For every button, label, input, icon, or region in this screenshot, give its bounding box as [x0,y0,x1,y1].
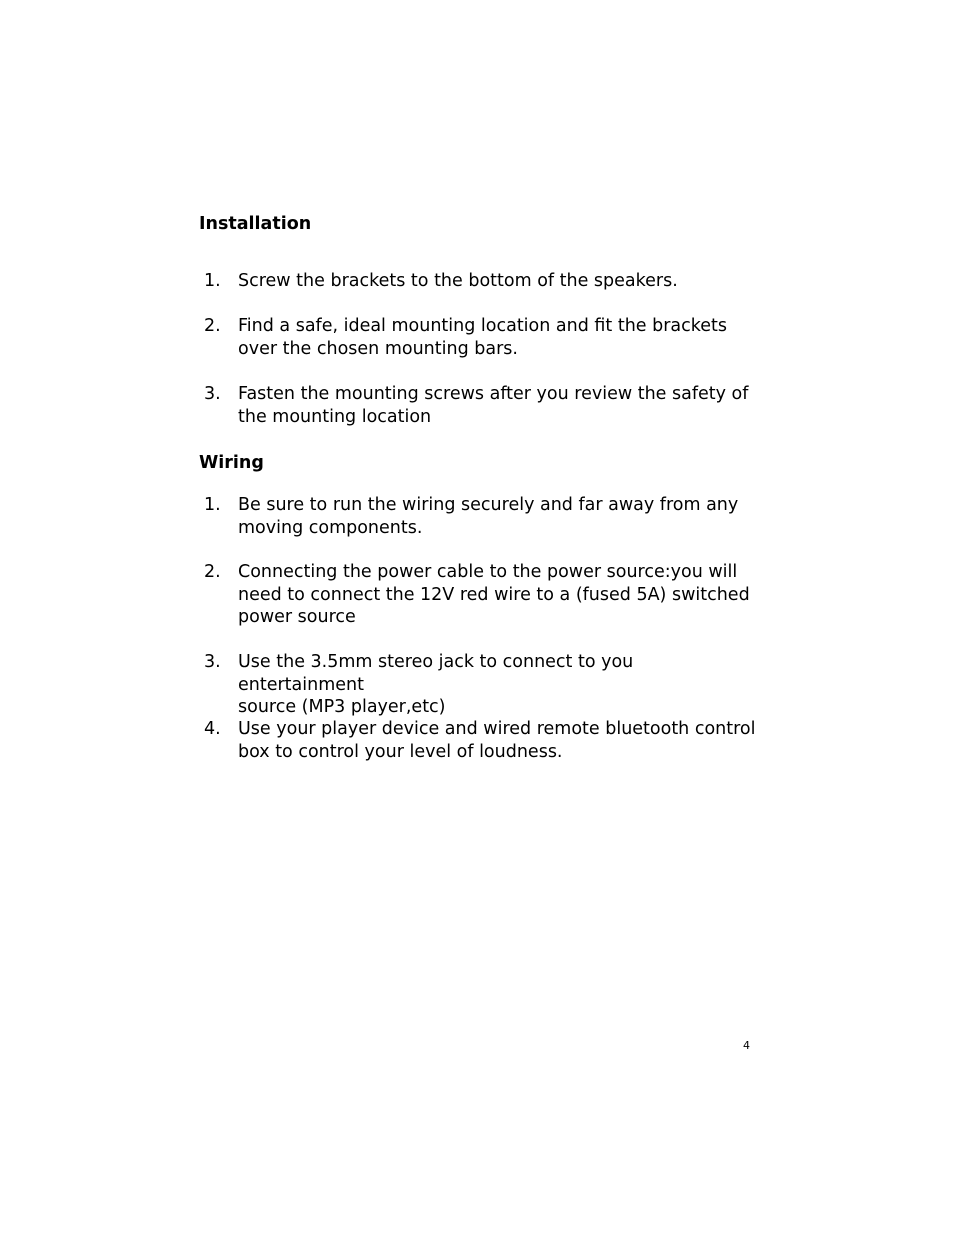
step-number: 3. [204,384,221,404]
step-number: 4. [204,719,221,739]
step-text: Find a safe, ideal mounting location and fit the brackets over the chosen mounting bars. [238,316,728,359]
step-text: Screw the brackets to the bottom of the speakers. [238,271,678,291]
step-text: Connecting the power cable to the power source:you will need to connect the 12V red wire to a (fused 5A) switched power source [238,562,750,627]
step-number: 3. [204,652,221,672]
step-text: Fasten the mounting screws after you review the safety of the mounting location [238,384,749,427]
step-text: Use the 3.5mm stereo jack to connect to you entertainment source (MP3 player,etc) [238,652,634,717]
wiring-step-4 [204,718,764,763]
wiring-step-2 [204,561,764,629]
step-number: 2. [204,562,221,582]
installation-step-3 [204,383,764,428]
page-number: 4 [743,1039,750,1052]
wiring-heading: Wiring [199,453,264,473]
step-number: 1. [204,495,221,515]
installation-step-1 [204,270,764,293]
step-number: 2. [204,316,221,336]
wiring-step-3 [204,651,764,719]
wiring-step-1 [204,494,764,539]
step-text: Use your player device and wired remote bluetooth control box to control your level of loudness. [238,719,756,762]
installation-step-2 [204,315,764,360]
step-text: Be sure to run the wiring securely and far away from any moving components. [238,495,739,538]
installation-heading: Installation [199,214,312,234]
step-number: 1. [204,271,221,291]
